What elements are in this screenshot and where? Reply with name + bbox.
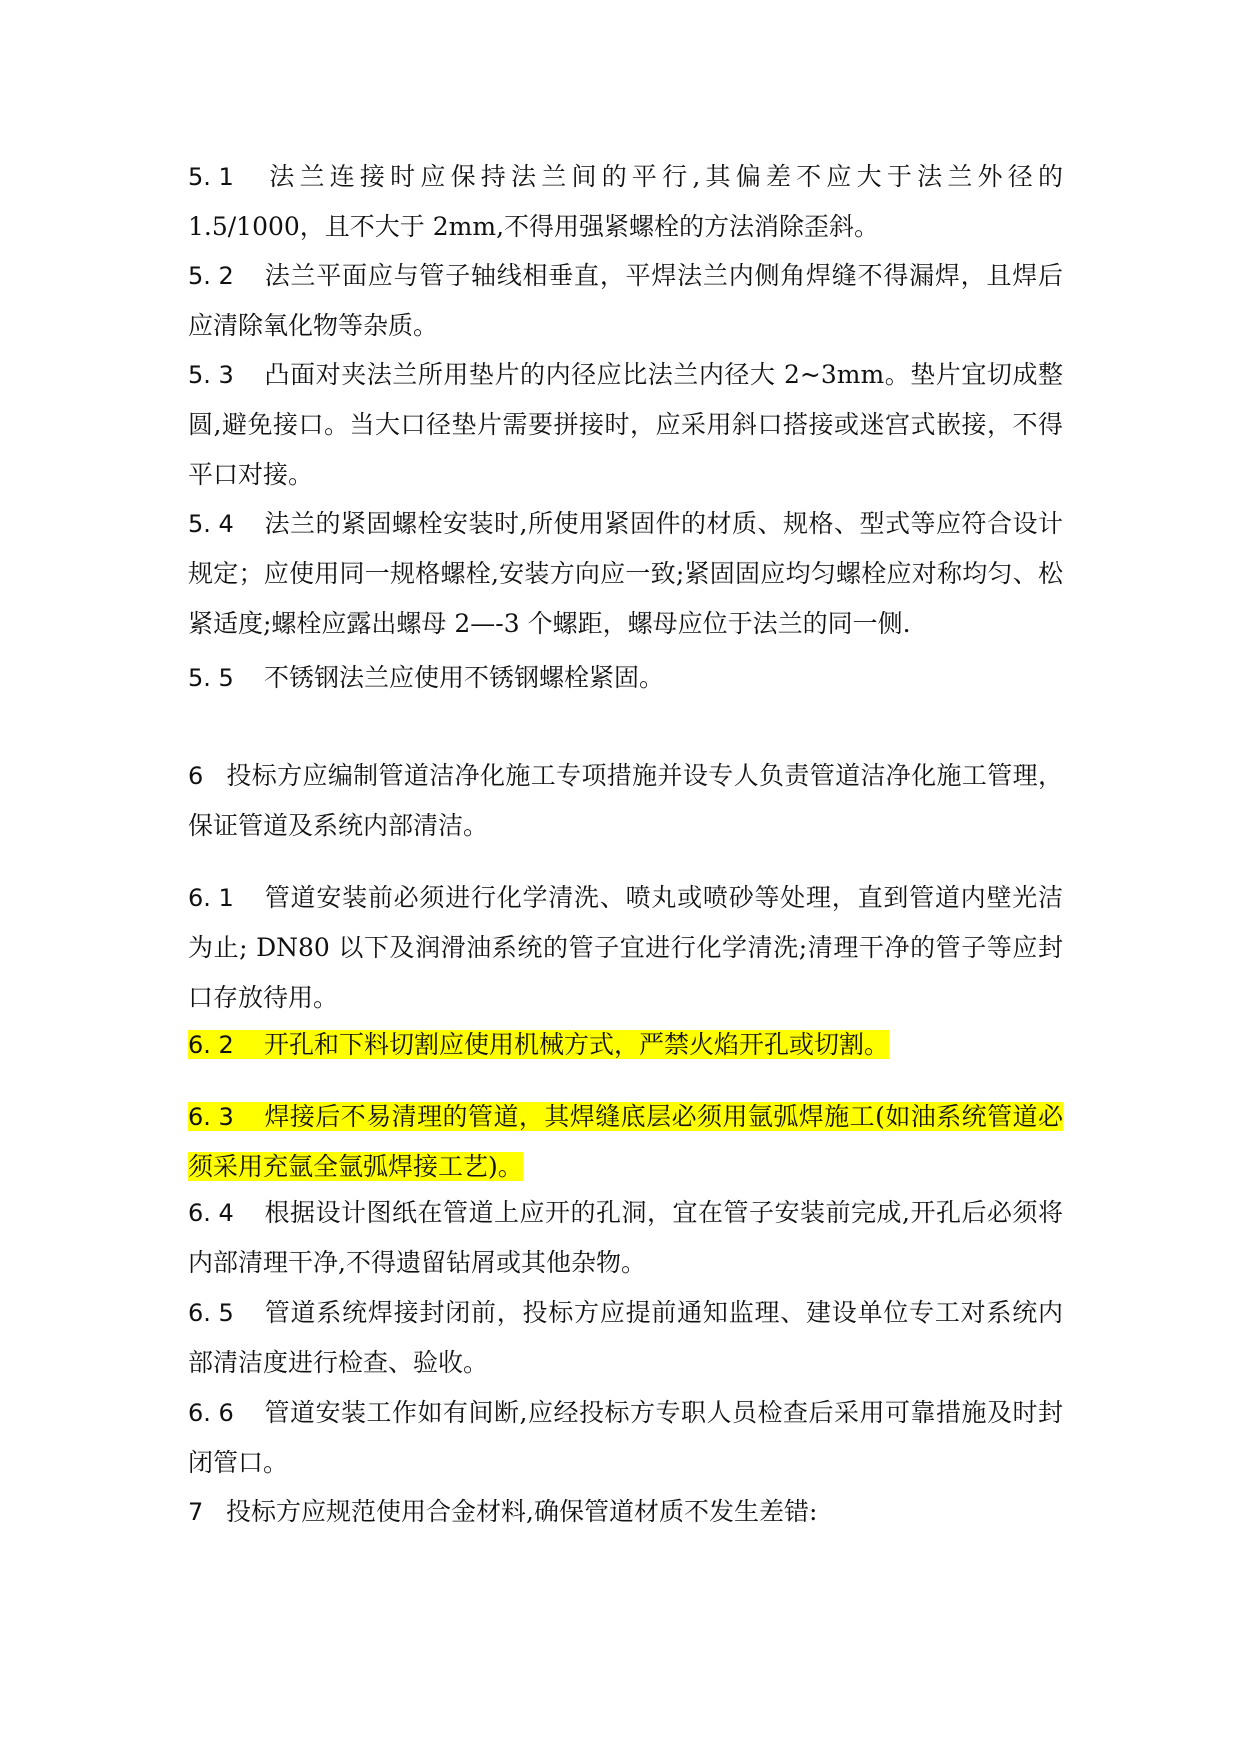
paragraph-text: 管道安装工作如有间断,应经投标方专职人员检查后采用可靠措施及时封闭管口。: [188, 1398, 1063, 1477]
paragraph-5-5: [188, 653, 1063, 703]
paragraph-text: 凸面对夹法兰所用垫片的内径应比法兰内径大 2~3mm。垫片宜切成整圆,避免接口。当大口径垫片需要拼接时，应采用斜口搭接或迷宫式嵌接，不得平口对接。: [188, 360, 1063, 489]
paragraph-text: 法兰平面应与管子轴线相垂直，平焊法兰内侧角焊缝不得漏焊，且焊后应清除氧化物等杂质。: [188, 261, 1063, 340]
section-number: 6. 1: [188, 884, 234, 912]
section-number: 6. 6: [188, 1399, 234, 1427]
section-number: 6. 3: [188, 1103, 234, 1131]
paragraph-text: 法兰的紧固螺栓安装时,所使用紧固件的材质、规格、型式等应符合设计规定；应使用同一规格螺栓,安装方向应一致;紧固固应均匀螺栓应对称均匀、松紧适度;螺栓应露出螺母 2—-3 个螺距，螺母应位于法兰的同一侧.: [188, 509, 1063, 638]
section-number: 5. 3: [188, 361, 234, 389]
section-number: 7: [188, 1498, 204, 1526]
paragraph-text: 开孔和下料切割应使用机械方式，严禁火焰开孔或切割。: [264, 1030, 890, 1059]
paragraph-text: 不锈钢法兰应使用不锈钢螺栓紧固。: [264, 663, 665, 692]
paragraph-6-5: [188, 1288, 1063, 1388]
paragraph-5-1: [188, 152, 1063, 252]
paragraph-6-1: [188, 873, 1063, 1023]
paragraph-text: 投标方应规范使用合金材料,确保管道材质不发生差错:: [226, 1497, 818, 1526]
section-number: 5. 2: [188, 262, 234, 290]
paragraph-6-2: [188, 1020, 1063, 1070]
section-number: 6: [188, 762, 204, 790]
paragraph-5-3: [188, 350, 1063, 500]
section-number: 5. 1: [188, 163, 234, 191]
paragraph-5-4: [188, 499, 1063, 649]
paragraph-5-2: [188, 251, 1063, 351]
paragraph-7: [188, 1487, 1063, 1537]
paragraph-text: 管道安装前必须进行化学清洗、喷丸或喷砂等处理，直到管道内壁光洁为止; DN80 以下及润滑油系统的管子宜进行化学清洗;清理干净的管子等应封口存放待用。: [188, 883, 1063, 1012]
section-number: 6. 2: [188, 1031, 234, 1059]
section-number: 5. 5: [188, 664, 234, 692]
paragraph-text: 管道系统焊接封闭前，投标方应提前通知监理、建设单位专工对系统内部清洁度进行检查、验收。: [188, 1298, 1063, 1377]
paragraph-6-3: [188, 1092, 1063, 1192]
paragraph-text: 投标方应编制管道洁净化施工专项措施并设专人负责管道洁净化施工管理，保证管道及系统内部清洁。: [188, 761, 1063, 840]
paragraph-text: 根据设计图纸在管道上应开的孔洞，宜在管子安装前完成,开孔后必须将内部清理干净,不得遗留钻屑或其他杂物。: [188, 1198, 1063, 1277]
section-number: 5. 4: [188, 510, 234, 538]
section-number: 6. 5: [188, 1299, 234, 1327]
paragraph-6: [188, 751, 1063, 851]
paragraph-6-6: [188, 1388, 1063, 1488]
section-number: 6. 4: [188, 1199, 234, 1227]
paragraph-text: 焊接后不易清理的管道，其焊缝底层必须用氩弧焊施工(如油系统管道必须采用充氩全氩弧焊接工艺)。: [188, 1102, 1063, 1181]
paragraph-6-4: [188, 1188, 1063, 1288]
paragraph-text: 法兰连接时应保持法兰间的平行,其偏差不应大于法兰外径的 1.5/1000，且不大于 2mm,不得用强紧螺栓的方法消除歪斜。: [188, 162, 1063, 241]
